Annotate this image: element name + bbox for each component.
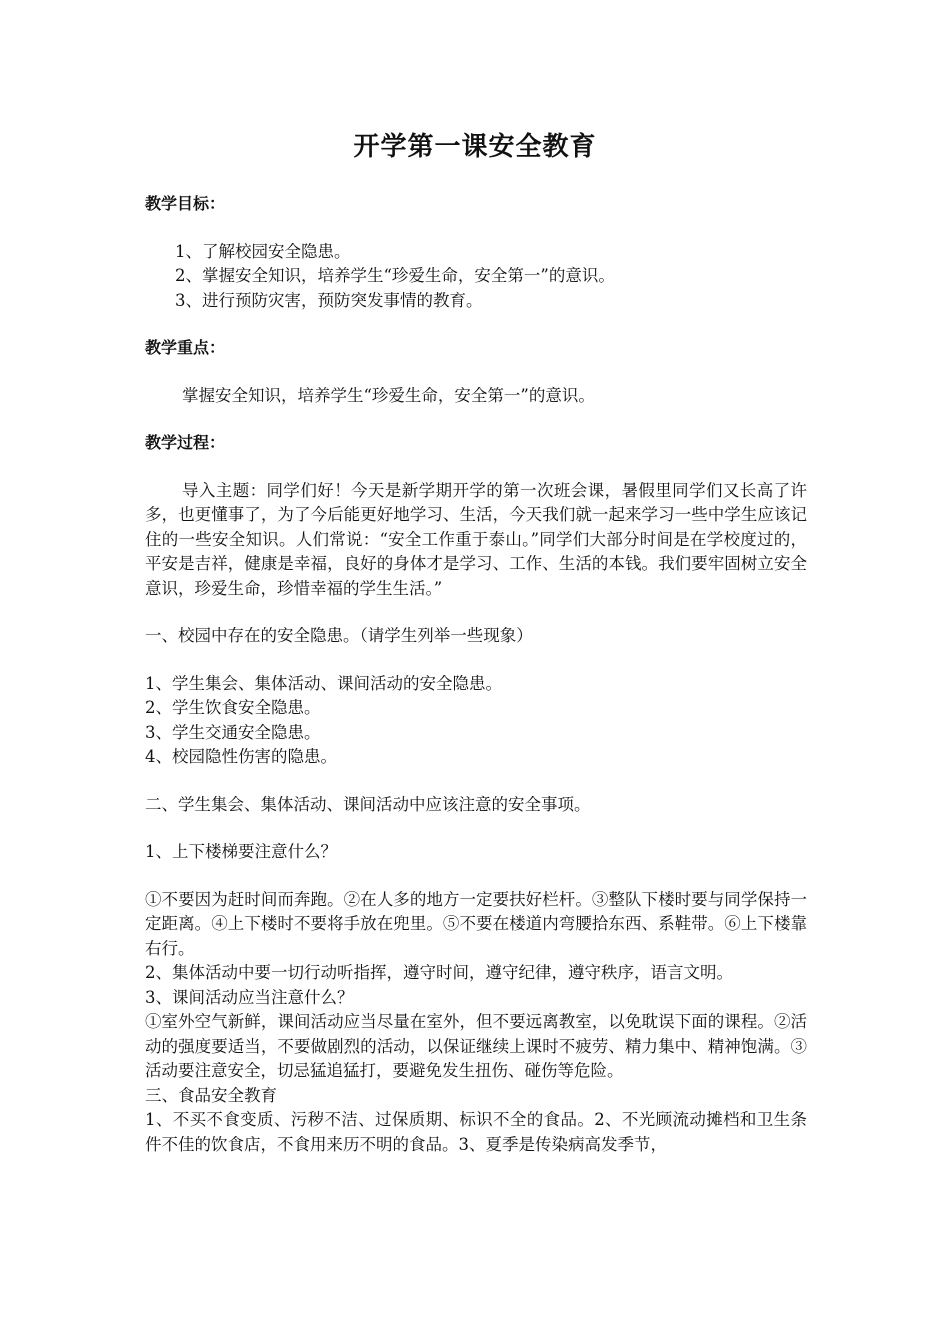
stairs-answer: ①不要因为赶时间而奔跑。②在人多的地方一定要扶好栏杆。③整队下楼时要与同学保持一定距离。④上下楼时不要将手放在兜里。⑤不要在楼道内弯腰拾东西、系鞋带。⑥上下楼靠右行。: [145, 889, 807, 958]
section1-item: 3、学生交通安全隐患。: [145, 722, 321, 742]
group-activity-rule: 2、集体活动中要一切行动听指挥，遵守时间，遵守纪律，遵守秩序，语言文明。: [145, 963, 733, 982]
section1-item: 4、校园隐性伤害的隐患。: [145, 747, 337, 766]
section1-item: 2、学生饮食安全隐患。: [145, 698, 321, 717]
section2-heading: 二、学生集会、集体活动、课间活动中应该注意的安全事项。: [145, 794, 591, 814]
section1-item: 1、学生集会、集体活动、课间活动的安全隐患。: [145, 673, 502, 693]
stairs-question: 1、上下楼梯要注意什么？: [145, 842, 337, 861]
document-body: [145, 192, 807, 1157]
document-title: 开学第一课安全教育: [353, 132, 597, 162]
focus-heading: 教学重点：: [145, 338, 226, 357]
food-safety-text: 1、不买不食变质、污秽不洁、过保质期、标识不全的食品。2、不光顾流动摊档和卫生条件不佳的饮食店，不食用来历不明的食品。3、夏季是传染病高发季节，: [145, 1110, 807, 1154]
goal-item: 1、了解校园安全隐患。: [175, 241, 351, 261]
break-question: 3、课间活动应当注意什么？: [145, 987, 354, 1007]
goal-item: 3、进行预防灾害，预防突发事情的教育。: [175, 290, 483, 310]
process-intro: 导入主题：同学们好！今天是新学期开学的第一次班会课，暑假里同学们又长高了许多，也更懂事了，为了今后能更好地学习、生活，今天我们就一起来学习一些中学生应该记住的一些安全知识。人们常说：“安全工作重于泰山。”同学们大部分时间是在学校度过的，平安是吉祥，健康是幸福，良好的身体才是学习、工作、生活的本钱。我们要牢固树立安全意识，珍爱生命，珍惜幸福的学生生活。”: [145, 480, 807, 598]
section1-heading: 一、校园中存在的安全隐患。（请学生列举一些现象）: [145, 626, 533, 645]
goal-item: 2、掌握安全知识，培养学生“珍爱生命，安全第一”的意识。: [175, 266, 615, 285]
focus-text: 掌握安全知识，培养学生“珍爱生命，安全第一”的意识。: [182, 385, 595, 405]
section3-heading: 三、食品安全教育: [145, 1085, 277, 1105]
break-answer: ①室外空气新鲜，课间活动应当尽量在室外，但不要远离教室，以免耽误下面的课程。②活动的强度要适当，不要做剧烈的活动，以保证继续上课时不疲劳、精力集中、精神饱满。③活动要注意安全，切忌猛追猛打，要避免发生扭伤、碰伤等危险。: [145, 1012, 807, 1080]
goals-heading: 教学目标：: [145, 194, 226, 213]
process-heading: 教学过程：: [145, 433, 226, 452]
